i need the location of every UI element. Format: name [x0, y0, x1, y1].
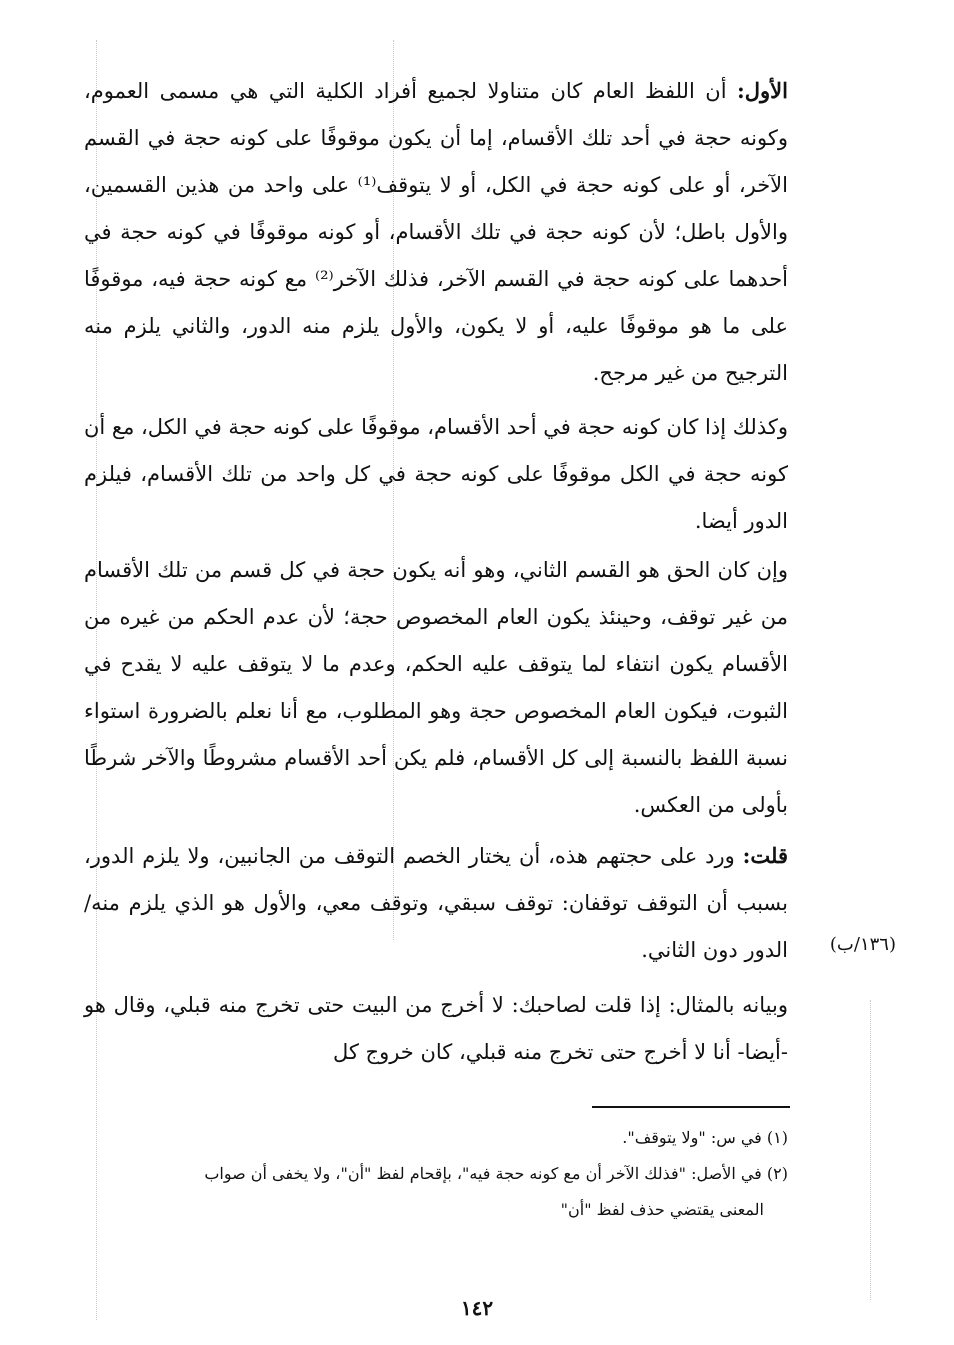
footnote-divider	[592, 1106, 790, 1108]
paragraph-third	[84, 547, 788, 829]
paragraph-first	[84, 67, 788, 397]
footnote-1: (١) في س: "ولا يتوقف".	[622, 1128, 788, 1147]
paragraph-fifth	[84, 982, 788, 1076]
footnote-2: (٢) في الأصل: "فذلك الآخر أن مع كونه حجة فيه"، بإقحام لفظ "أن"، ولا يخفى أن صواب	[204, 1164, 788, 1183]
footnotes	[84, 1120, 788, 1228]
paragraph-second	[84, 404, 788, 545]
page-number: ١٤٢	[460, 1296, 494, 1320]
paragraph-text: وإن كان الحق هو القسم الثاني، وهو أنه يكون حجة في كل قسم من تلك الأقسام من غير توقف، وحينئذ يكون العام المخصوص حجة؛ لأن عدم الحكم من غيره من الأقسام يكون انتفاء لما يتوقف عليه الحكم، وعدم ما لا يتوقف عليه لا يقدح في الثبوت، فيكون العام المخصوص حجة وهو المطلوب، مع أنا نعلم بالضرورة استواء نسبة اللفظ بالنسبة إلى كل الأقسام، فلم يكن أحد الأقسام مشروطًا والآخر شرطًا بأولى من العكس.	[84, 558, 788, 817]
footnote-2-continuation: المعنى يقتضي حذف لفظ "أن"	[560, 1200, 764, 1219]
paragraph-text: ورد على حجتهم هذه، أن يختار الخصم التوقف من الجانبين، ولا يلزم الدور، بسبب أن التوقف توقفان: توقف سبقي، وتوقف معي، والأول هو الذي يلزم منه/ الدور دون الثاني.	[84, 844, 788, 962]
scan-guide-line	[870, 1000, 871, 1300]
lead-word-first: الأول:	[737, 78, 788, 103]
paragraph-text: وكذلك إذا كان كونه حجة في أحد الأقسام، موقوفًا على كونه حجة في الكل، مع أن كونه حجة في الكل موقوفًا على كونه حجة في كل واحد من تلك الأقسام، فيلزم الدور أيضا.	[83, 415, 788, 533]
paragraph-text: وبيانه بالمثال: إذا قلت لصاحبك: لا أخرج من البيت حتى تخرج منه قبلي، وقال هو -أيضا- أنا لا أخرج حتى تخرج منه قبلي، كان خروج كل	[84, 993, 788, 1064]
lead-word-qultu: قلت:	[742, 843, 788, 868]
paragraph-fourth	[84, 832, 788, 974]
paragraph-text: أن اللفظ العام كان متناولا لجميع أفراد الكلية التي هي مسمى العموم، وكونه حجة في أحد تلك الأقسام، إما أن يكون موقوفًا على كونه حجة في القسم الآخر، أو على كونه حجة في الكل، أو لا يتوقف⁽¹⁾ على واحد من هذين القسمين، والأول باطل؛ لأن كونه حجة في تلك الأقسام، أو كونه موقوفًا في كونه حجة في أحدهما على كونه حجة في القسم الآخر، فذلك الآخر⁽²⁾ مع كونه حجة فيه، موقوفًا على ما هو موقوفًا عليه، أو لا يكون، والأول يلزم منه الدور، والثاني يلزم منه الترجيح من غير مرجح.	[84, 79, 789, 385]
manuscript-folio-note: (١٣٦/ب)	[829, 934, 896, 955]
